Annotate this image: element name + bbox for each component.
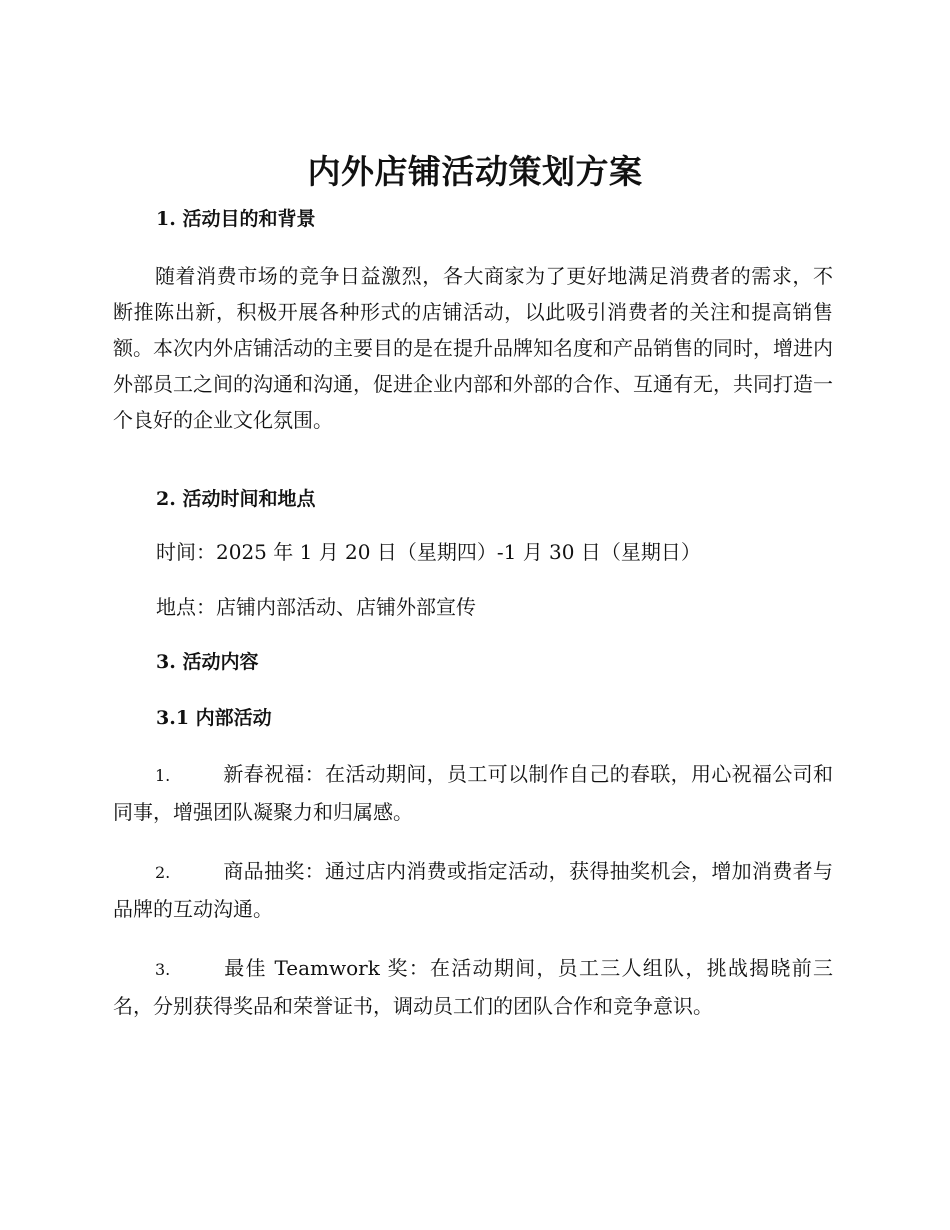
section-1-paragraph [113, 258, 833, 438]
event-place: 地点：店铺内部活动、店铺外部宣传 [156, 595, 476, 619]
list-item-text: 最佳 Teamwork 奖：在活动期间，员工三人组队，挑战揭晓前三名，分别获得奖品和荣誉证书，调动员工们的团队合作和竞争意识。 [113, 956, 833, 1018]
section-3-1-heading: 3.1 内部活动 [156, 707, 272, 729]
list-item-number: 2. [155, 863, 171, 882]
list-item-number: 1. [155, 766, 171, 785]
list-item [113, 756, 833, 830]
section-1-heading: 1. 活动目的和背景 [156, 208, 316, 230]
list-item-number: 3. [155, 960, 171, 979]
section-1-paragraph-text: 随着消费市场的竞争日益激烈，各大商家为了更好地满足消费者的需求，不断推陈出新，积极开展各种形式的店铺活动，以此吸引消费者的关注和提高销售额。本次内外店铺活动的主要目的是在提升品牌知名度和产品销售的同时，增进内外部员工之间的沟通和沟通，促进企业内部和外部的合作、互通有无，共同打造一个良好的企业文化氛围。 [113, 264, 833, 432]
event-time: 时间：2025 年 1 月 20 日（星期四）-1 月 30 日（星期日） [156, 540, 701, 564]
page-title: 内外店铺活动策划方案 [307, 152, 643, 191]
list-item [113, 950, 833, 1024]
list-item-text: 新春祝福：在活动期间，员工可以制作自己的春联，用心祝福公司和同事，增强团队凝聚力和归属感。 [113, 762, 833, 824]
list-item [113, 853, 833, 927]
section-2-heading: 2. 活动时间和地点 [156, 488, 316, 510]
section-3-heading: 3. 活动内容 [156, 651, 259, 673]
list-item-text: 商品抽奖：通过店内消费或指定活动，获得抽奖机会，增加消费者与品牌的互动沟通。 [113, 859, 833, 921]
